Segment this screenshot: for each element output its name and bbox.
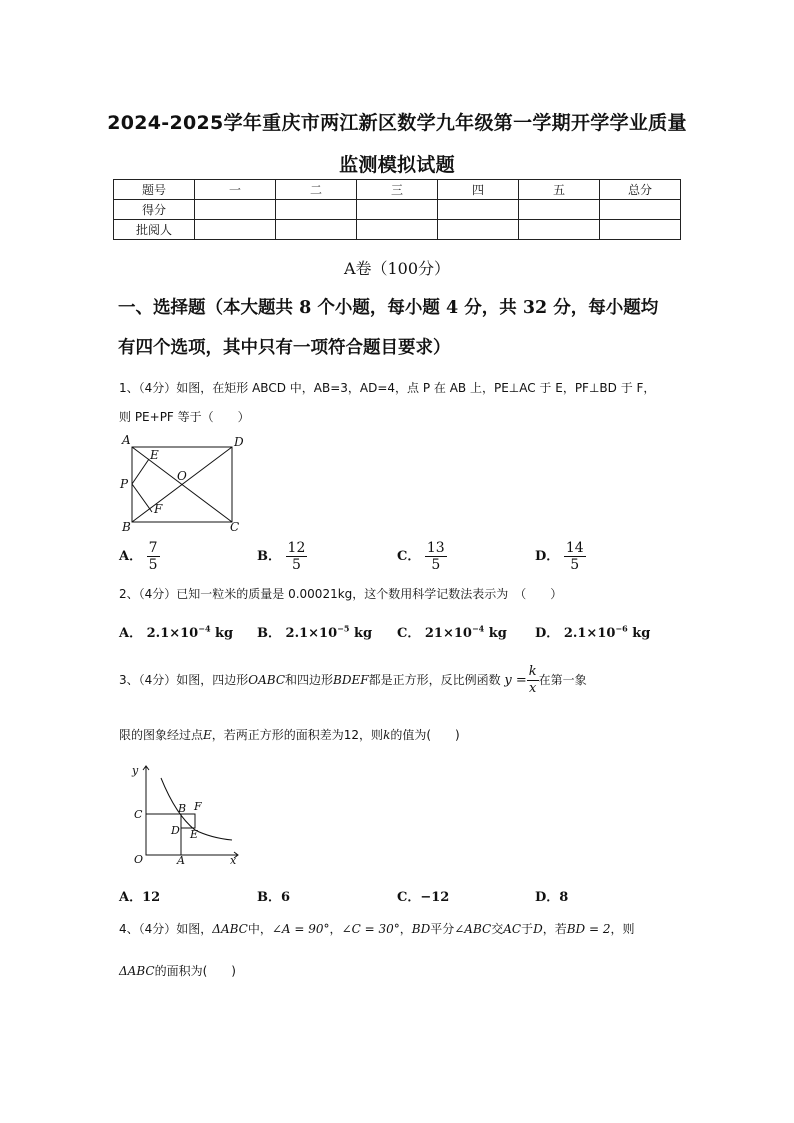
q3-math: BDEF bbox=[333, 673, 369, 687]
q3-func-y: y = bbox=[504, 673, 527, 688]
q1-option-b[interactable] bbox=[257, 540, 307, 573]
sci-exponent: −6 bbox=[615, 623, 628, 634]
sci-unit: kg bbox=[349, 626, 373, 641]
q2-option-d[interactable] bbox=[535, 622, 650, 641]
option-value: 8 bbox=[559, 890, 569, 905]
q3-text: 的值为( ) bbox=[390, 728, 460, 742]
q1-figure bbox=[112, 430, 252, 534]
fraction-denominator: 5 bbox=[291, 557, 301, 573]
q2-option-b[interactable] bbox=[257, 622, 372, 641]
option-value: 12 bbox=[142, 890, 161, 905]
sci-unit: kg bbox=[484, 626, 507, 641]
score-cell[interactable] bbox=[600, 220, 681, 240]
option-value: −12 bbox=[420, 890, 450, 905]
option-letter: C． bbox=[397, 549, 421, 564]
score-table-header: 四 bbox=[438, 180, 519, 200]
option-value: 6 bbox=[281, 890, 291, 905]
label-a: A bbox=[122, 433, 131, 447]
fraction bbox=[564, 540, 586, 573]
q3-math: k bbox=[383, 728, 391, 742]
q3-text: 和四边形 bbox=[285, 673, 334, 687]
label-b: B bbox=[122, 520, 131, 534]
score-table bbox=[113, 179, 681, 240]
score-cell[interactable] bbox=[519, 220, 600, 240]
score-table-header: 题号 bbox=[114, 180, 195, 200]
score-cell[interactable] bbox=[357, 200, 438, 220]
label-c: C bbox=[134, 808, 143, 821]
sci-notation bbox=[285, 623, 373, 641]
fraction-denominator: 5 bbox=[570, 557, 580, 573]
option-letter: A． bbox=[119, 549, 143, 564]
q3-text: 限的图象经过点 bbox=[119, 728, 204, 742]
option-letter: B． bbox=[257, 549, 281, 564]
label-b: B bbox=[178, 802, 187, 815]
score-row-label: 得分 bbox=[114, 200, 195, 220]
section-heading-line1: 一、选择题（本大题共 8 个小题，每小题 4 分，共 32 分，每小题均 bbox=[118, 298, 659, 318]
q4-math: ΔABC bbox=[212, 922, 248, 936]
q4-text: 的面积为( ) bbox=[154, 964, 236, 978]
q4-math: D bbox=[533, 922, 543, 936]
score-cell[interactable] bbox=[438, 220, 519, 240]
section-heading bbox=[118, 288, 688, 368]
label-e: E bbox=[190, 828, 199, 841]
fraction bbox=[425, 540, 447, 573]
label-x: x bbox=[230, 854, 237, 865]
score-table-header: 五 bbox=[519, 180, 600, 200]
section-heading-line2: 有四个选项，其中只有一项符合题目要求） bbox=[118, 338, 451, 358]
q3-math: OABC bbox=[248, 673, 286, 687]
q3-stem-line2 bbox=[119, 726, 460, 743]
q4-text: 交 bbox=[491, 922, 504, 936]
option-letter: C． bbox=[397, 626, 421, 641]
exam-title-line2: 监测模拟试题 bbox=[339, 154, 455, 176]
sci-notation bbox=[424, 623, 507, 641]
fraction bbox=[147, 540, 160, 573]
score-cell[interactable] bbox=[519, 200, 600, 220]
option-letter: A． bbox=[119, 890, 143, 905]
sci-exponent: −4 bbox=[198, 623, 211, 634]
q1-stem-line2: 则 PE+PF 等于（ ） bbox=[119, 410, 250, 424]
q1-stem-line1: 1、（4分）如图，在矩形 ABCD 中，AB=3，AD=4，点 P 在 AB 上，PE⊥AC 于 E，PF⊥BD 于 F， bbox=[119, 381, 656, 395]
score-cell[interactable] bbox=[600, 200, 681, 220]
sci-base: 2.1×10 bbox=[563, 626, 616, 641]
label-a: A bbox=[177, 854, 185, 865]
score-cell[interactable] bbox=[195, 220, 276, 240]
fraction bbox=[286, 540, 308, 573]
q3-text: 3、（4分）如图，四边形 bbox=[119, 673, 249, 687]
label-p: P bbox=[120, 477, 129, 491]
q3-text: ，若两正方形的面积差为12，则 bbox=[211, 728, 384, 742]
q4-math: ∠A = 90° bbox=[271, 922, 330, 936]
q4-text: 平分 bbox=[430, 922, 455, 936]
q3-stem-line1 bbox=[119, 664, 689, 697]
q3-math: E bbox=[203, 728, 212, 742]
q4-text: 4、（4分）如图， bbox=[119, 922, 213, 936]
q2-option-c[interactable] bbox=[397, 622, 507, 641]
segment-pf bbox=[132, 484, 152, 512]
option-letter: D． bbox=[535, 626, 560, 641]
q3-text: 在第一象 bbox=[538, 673, 587, 687]
score-cell[interactable] bbox=[357, 220, 438, 240]
score-table-header: 三 bbox=[357, 180, 438, 200]
score-cell[interactable] bbox=[195, 200, 276, 220]
score-table-header: 一 bbox=[195, 180, 276, 200]
sci-base: 21×10 bbox=[424, 626, 472, 641]
q4-text: 中， bbox=[247, 922, 272, 936]
fraction-denominator: x bbox=[529, 681, 537, 696]
q4-text: 于 bbox=[521, 922, 534, 936]
label-e: E bbox=[150, 448, 159, 462]
label-o: O bbox=[177, 469, 187, 483]
q3-option-b[interactable] bbox=[257, 886, 290, 905]
option-letter: A． bbox=[119, 626, 143, 641]
score-table-row bbox=[114, 220, 681, 240]
option-letter: B． bbox=[257, 890, 281, 905]
q3-option-c[interactable] bbox=[397, 886, 449, 905]
score-cell[interactable] bbox=[276, 200, 357, 220]
score-row-label: 批阅人 bbox=[114, 220, 195, 240]
q4-math: AC bbox=[503, 922, 522, 936]
label-c: C bbox=[230, 520, 240, 534]
option-letter: D． bbox=[535, 549, 560, 564]
label-d: D bbox=[171, 824, 180, 837]
q4-text: ，则 bbox=[610, 922, 635, 936]
score-table-header: 二 bbox=[276, 180, 357, 200]
q3-option-a[interactable] bbox=[119, 886, 160, 905]
fraction-denominator: 5 bbox=[148, 557, 158, 573]
sci-exponent: −4 bbox=[471, 623, 485, 634]
q3-text: 都是正方形，反比例函数 bbox=[368, 673, 501, 687]
volume-label: A卷（100分） bbox=[343, 259, 451, 278]
q3-figure bbox=[126, 760, 246, 865]
fraction-numerator: k bbox=[528, 664, 537, 679]
q1-option-d[interactable] bbox=[535, 540, 586, 573]
sci-base: 2.1×10 bbox=[285, 626, 338, 641]
label-f: F bbox=[154, 502, 163, 516]
q4-math: ΔABC bbox=[119, 964, 155, 978]
label-y: y bbox=[132, 764, 139, 777]
q3-option-d[interactable] bbox=[535, 886, 568, 905]
sci-unit: kg bbox=[627, 626, 651, 641]
q1-option-a[interactable] bbox=[119, 540, 160, 573]
sci-notation bbox=[563, 623, 651, 641]
sci-exponent: −5 bbox=[337, 623, 350, 634]
q4-math: BD bbox=[411, 922, 431, 936]
square-bdef bbox=[181, 814, 195, 828]
score-table-header-row bbox=[114, 180, 681, 200]
fraction bbox=[527, 664, 539, 697]
q1-option-c[interactable] bbox=[397, 540, 447, 573]
score-cell[interactable] bbox=[438, 200, 519, 220]
q4-math: BD = 2 bbox=[566, 922, 611, 936]
exam-title-line1: 2024-2025学年重庆市两江新区数学九年级第一学期开学学业质量 bbox=[107, 112, 687, 134]
q4-math: ∠ABC bbox=[454, 922, 492, 936]
sci-notation bbox=[146, 623, 234, 641]
segment-pe bbox=[132, 459, 149, 484]
option-letter: B． bbox=[257, 626, 281, 641]
sci-unit: kg bbox=[210, 626, 234, 641]
q2-stem: 2、（4分）已知一粒米的质量是 0.00021kg，这个数用科学记数法表示为 （ ） bbox=[119, 587, 563, 601]
label-f: F bbox=[194, 800, 202, 813]
q4-text: ， bbox=[399, 922, 412, 936]
q4-stem-line1 bbox=[119, 920, 689, 937]
fraction-denominator: 5 bbox=[431, 557, 441, 573]
fraction-numerator: 7 bbox=[148, 540, 158, 556]
option-letter: C． bbox=[397, 890, 421, 905]
fraction-numerator: 12 bbox=[287, 540, 306, 556]
q4-text: ， bbox=[329, 922, 342, 936]
fraction-numerator: 13 bbox=[426, 540, 445, 556]
q4-text: ，若 bbox=[542, 922, 567, 936]
label-d: D bbox=[234, 435, 244, 449]
fraction-numerator: 14 bbox=[565, 540, 584, 556]
score-cell[interactable] bbox=[276, 220, 357, 240]
sci-base: 2.1×10 bbox=[146, 626, 199, 641]
option-letter: D． bbox=[535, 890, 560, 905]
label-o: O bbox=[134, 853, 144, 865]
score-table-row bbox=[114, 200, 681, 220]
q4-stem-line2 bbox=[119, 962, 236, 979]
q2-option-a[interactable] bbox=[119, 622, 233, 641]
q4-math: ∠C = 30° bbox=[341, 922, 400, 936]
score-table-header: 总分 bbox=[600, 180, 681, 200]
